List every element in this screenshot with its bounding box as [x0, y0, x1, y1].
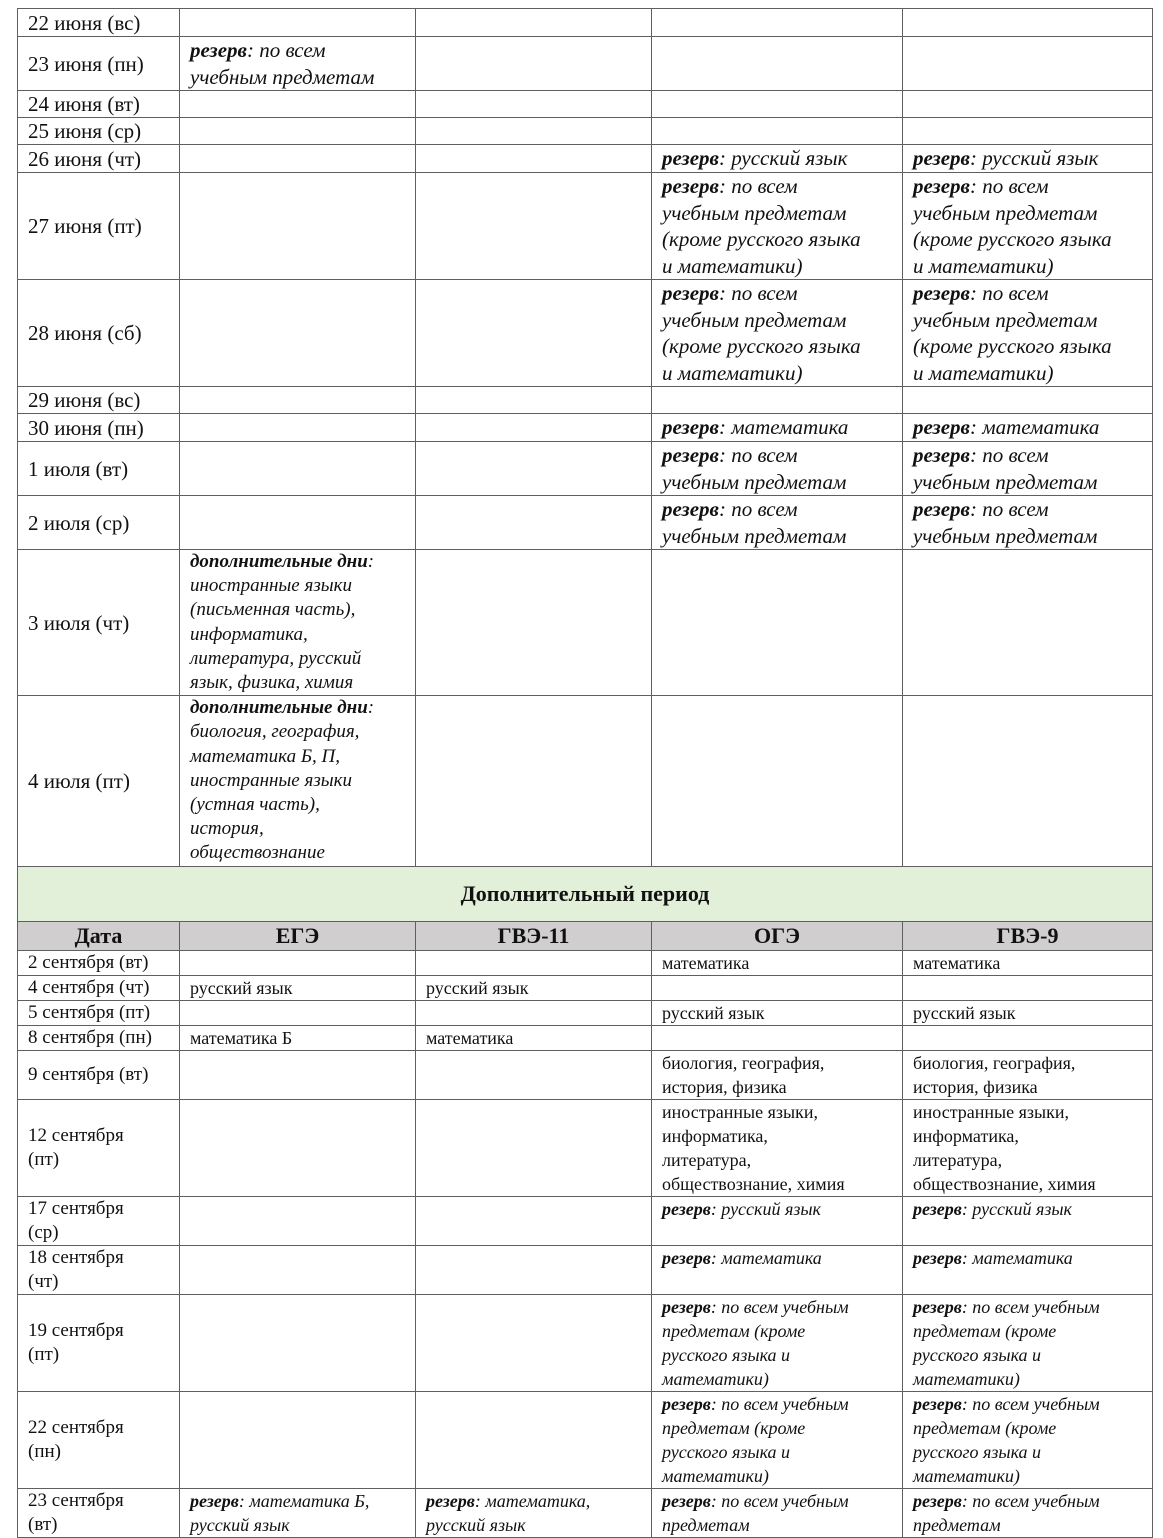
cell-text: : по всем учебным предметам — [662, 443, 847, 494]
exam-schedule-table — [17, 8, 1153, 1538]
cell-text: математика Б — [190, 1027, 293, 1048]
date-cell: 22 июня (вс) — [18, 9, 180, 37]
gve11-cell — [416, 550, 652, 696]
cell-text: : по всем учебным предметам (кроме русского языка и математики) — [662, 281, 861, 385]
cell-label-bold: резерв — [913, 1490, 962, 1511]
cell-text: : по всем учебным предметам (кроме русского языка и математики) — [662, 174, 861, 278]
gve11-cell — [416, 173, 652, 280]
oge-cell — [652, 9, 903, 37]
oge-cell — [652, 387, 903, 414]
ege-cell — [180, 414, 416, 442]
section-header — [18, 866, 1153, 921]
table-row — [18, 387, 1153, 414]
header-gve11: ГВЭ-11 — [416, 921, 652, 950]
cell-text: : математика — [710, 1247, 822, 1268]
gve9-cell — [903, 37, 1153, 91]
gve11-cell — [416, 1488, 652, 1537]
cell-label-bold: резерв — [913, 174, 970, 198]
cell-text: биология, география, история, физика — [662, 1052, 825, 1097]
ege-cell — [180, 145, 416, 173]
cell-label-bold: резерв — [913, 1296, 962, 1317]
cell-text: русский язык — [190, 977, 293, 998]
ege-cell — [180, 550, 416, 696]
cell-text: : иностранные языки (письменная часть), информатика, литература, русский язык, физика, химия — [190, 551, 375, 694]
ege-cell — [180, 387, 416, 414]
gve9-cell — [903, 280, 1153, 387]
header-gve9: ГВЭ-9 — [903, 921, 1153, 950]
gve11-cell — [416, 91, 652, 118]
gve9-cell — [903, 496, 1153, 550]
cell-label-bold: резерв — [190, 38, 247, 62]
cell-label-bold: резерв — [662, 1296, 711, 1317]
date-cell: 27 июня (пт) — [18, 173, 180, 280]
header-ege: ЕГЭ — [180, 921, 416, 950]
gve11-cell — [416, 975, 652, 1000]
oge-cell — [652, 37, 903, 91]
gve9-cell — [903, 1050, 1153, 1099]
cell-label-bold: резерв — [190, 1490, 239, 1511]
table-row — [18, 280, 1153, 387]
table-row — [18, 975, 1153, 1000]
oge-cell — [652, 1099, 903, 1196]
table-row — [18, 145, 1153, 173]
cell-label-bold: резерв — [662, 415, 719, 439]
gve9-cell — [903, 975, 1153, 1000]
date-cell: 1 июля (вт) — [18, 442, 180, 496]
gve11-cell — [416, 1099, 652, 1196]
oge-cell — [652, 1294, 903, 1391]
gve11-cell — [416, 496, 652, 550]
cell-label-bold: резерв — [913, 1198, 962, 1219]
date-cell: 17 сентября (ср) — [18, 1196, 180, 1245]
oge-cell — [652, 280, 903, 387]
oge-cell — [652, 1391, 903, 1488]
gve9-cell — [903, 145, 1153, 173]
gve11-cell — [416, 1050, 652, 1099]
header-oge: ОГЭ — [652, 921, 903, 950]
gve11-cell — [416, 442, 652, 496]
ege-cell — [180, 1294, 416, 1391]
cell-text: : математика — [969, 415, 1100, 439]
date-cell: 19 сентября (пт) — [18, 1294, 180, 1391]
cell-label-bold: дополнительные дни — [190, 551, 368, 572]
ege-cell — [180, 173, 416, 280]
table-row — [18, 118, 1153, 145]
date-cell: 4 сентября (чт) — [18, 975, 180, 1000]
cell-text: биология, география, история, физика — [913, 1052, 1076, 1097]
gve9-cell — [903, 9, 1153, 37]
cell-label-bold: резерв — [662, 1247, 711, 1268]
oge-cell — [652, 1196, 903, 1245]
cell-label-bold: резерв — [913, 281, 970, 305]
gve11-cell — [416, 1196, 652, 1245]
schedule-page — [17, 8, 1153, 1538]
gve11-cell — [416, 1025, 652, 1050]
ege-cell — [180, 9, 416, 37]
cell-text: : русский язык — [710, 1198, 821, 1219]
cell-text: : по всем учебным предметам — [913, 443, 1098, 494]
cell-label-bold: резерв — [662, 443, 719, 467]
date-cell: 22 сентября (пн) — [18, 1391, 180, 1488]
table-row — [18, 1196, 1153, 1245]
cell-text: : по всем учебным предметам — [662, 497, 847, 548]
date-cell: 8 сентября (пн) — [18, 1025, 180, 1050]
gve11-cell — [416, 387, 652, 414]
cell-text: : по всем учебным предметам (кроме русского языка и математики) — [662, 1393, 849, 1486]
oge-cell — [652, 118, 903, 145]
gve9-cell — [903, 1391, 1153, 1488]
ege-cell — [180, 1050, 416, 1099]
cell-label-bold: резерв — [913, 497, 970, 521]
table-row — [18, 1099, 1153, 1196]
ege-cell — [180, 91, 416, 118]
cell-text: русский язык — [913, 1002, 1016, 1023]
table-row — [18, 696, 1153, 866]
cell-text: : биология, география, математика Б, П, иностранные языки (устная часть), история, обществознание — [190, 697, 375, 864]
table-row — [18, 1000, 1153, 1025]
table-row — [18, 550, 1153, 696]
ege-cell — [180, 280, 416, 387]
date-cell: 29 июня (вс) — [18, 387, 180, 414]
section-title: Дополнительный период — [18, 866, 1153, 921]
table-row — [18, 1488, 1153, 1537]
gve9-cell — [903, 91, 1153, 118]
table-row — [18, 91, 1153, 118]
date-cell: 9 сентября (вт) — [18, 1050, 180, 1099]
cell-label-bold: резерв — [913, 443, 970, 467]
additional-period-body — [18, 950, 1153, 1537]
table-row — [18, 1391, 1153, 1488]
gve11-cell — [416, 1294, 652, 1391]
ege-cell — [180, 1196, 416, 1245]
date-cell: 12 сентября (пт) — [18, 1099, 180, 1196]
date-cell: 23 июня (пн) — [18, 37, 180, 91]
ege-cell — [180, 696, 416, 866]
gve9-cell — [903, 1196, 1153, 1245]
cell-label-bold: резерв — [662, 146, 719, 170]
table-row — [18, 950, 1153, 975]
ege-cell — [180, 442, 416, 496]
cell-text: : по всем учебным предметам (кроме русского языка и математики) — [913, 281, 1112, 385]
ege-cell — [180, 1025, 416, 1050]
date-cell: 18 сентября (чт) — [18, 1245, 180, 1294]
gve9-cell — [903, 1025, 1153, 1050]
oge-cell — [652, 145, 903, 173]
oge-cell — [652, 975, 903, 1000]
cell-text: математика — [426, 1027, 514, 1048]
date-cell: 2 июля (ср) — [18, 496, 180, 550]
date-cell: 24 июня (вт) — [18, 91, 180, 118]
oge-cell — [652, 173, 903, 280]
cell-text: : по всем учебным предметам (кроме русского языка и математики) — [913, 1296, 1100, 1389]
ege-cell — [180, 1000, 416, 1025]
cell-text: : по всем учебным предметам — [913, 497, 1098, 548]
table-row — [18, 1050, 1153, 1099]
gve11-cell — [416, 280, 652, 387]
cell-text: : русский язык — [969, 146, 1099, 170]
ege-cell — [180, 950, 416, 975]
date-cell: 28 июня (сб) — [18, 280, 180, 387]
date-cell: 26 июня (чт) — [18, 145, 180, 173]
cell-label-bold: дополнительные дни — [190, 697, 368, 719]
gve9-cell — [903, 414, 1153, 442]
oge-cell — [652, 496, 903, 550]
date-cell: 30 июня (пн) — [18, 414, 180, 442]
oge-cell — [652, 1488, 903, 1537]
header-date: Дата — [18, 921, 180, 950]
ege-cell — [180, 496, 416, 550]
gve9-cell — [903, 1000, 1153, 1025]
table-row — [18, 1245, 1153, 1294]
cell-label-bold: резерв — [662, 1198, 711, 1219]
cell-label-bold: резерв — [662, 497, 719, 521]
ege-cell — [180, 1488, 416, 1537]
cell-label-bold: резерв — [662, 174, 719, 198]
cell-label-bold: резерв — [662, 281, 719, 305]
oge-cell — [652, 550, 903, 696]
cell-text: : по всем учебным предметам (кроме русского языка и математики) — [913, 174, 1112, 278]
gve9-cell — [903, 173, 1153, 280]
table-row — [18, 9, 1153, 37]
cell-text: : математика Б, русский язык — [190, 1490, 370, 1535]
main-period-body — [18, 9, 1153, 867]
gve9-cell — [903, 950, 1153, 975]
oge-cell — [652, 1050, 903, 1099]
oge-cell — [652, 442, 903, 496]
table-row — [18, 173, 1153, 280]
gve9-cell — [903, 442, 1153, 496]
ege-cell — [180, 37, 416, 91]
date-cell: 2 сентября (вт) — [18, 950, 180, 975]
cell-text: математика — [913, 952, 1001, 973]
gve9-cell — [903, 696, 1153, 866]
gve11-cell — [416, 414, 652, 442]
gve9-cell — [903, 118, 1153, 145]
oge-cell — [652, 696, 903, 866]
gve11-cell — [416, 1245, 652, 1294]
cell-label-bold: резерв — [426, 1490, 475, 1511]
gve9-cell — [903, 1245, 1153, 1294]
gve11-cell — [416, 9, 652, 37]
table-row — [18, 442, 1153, 496]
cell-text: русский язык — [662, 1002, 765, 1023]
cell-text: : математика, русский язык — [426, 1490, 591, 1535]
date-cell: 25 июня (ср) — [18, 118, 180, 145]
ege-cell — [180, 1099, 416, 1196]
gve11-cell — [416, 950, 652, 975]
oge-cell — [652, 950, 903, 975]
ege-cell — [180, 1245, 416, 1294]
cell-text: : по всем учебным предметам (кроме русского языка и математики) — [662, 1296, 849, 1389]
cell-text: математика — [662, 952, 750, 973]
oge-cell — [652, 91, 903, 118]
cell-label-bold: резерв — [913, 146, 970, 170]
oge-cell — [652, 1000, 903, 1025]
table-row — [18, 1025, 1153, 1050]
gve11-cell — [416, 145, 652, 173]
gve9-cell — [903, 550, 1153, 696]
gve11-cell — [416, 1000, 652, 1025]
table-row — [18, 37, 1153, 91]
cell-text: : по всем учебным предметам (кроме русского языка и математики) — [913, 1393, 1100, 1486]
cell-label-bold: резерв — [662, 1393, 711, 1414]
cell-text: : по всем учебным предметам — [190, 38, 375, 89]
cell-text: : математика — [718, 415, 849, 439]
cell-text: : русский язык — [718, 146, 848, 170]
cell-text: : по всем учебным предметам — [662, 1490, 849, 1535]
date-cell: 23 сентября (вт) — [18, 1488, 180, 1537]
cell-label-bold: резерв — [913, 1393, 962, 1414]
ege-cell — [180, 1391, 416, 1488]
cell-text: : математика — [961, 1247, 1073, 1268]
cell-label-bold: резерв — [913, 1247, 962, 1268]
date-cell: 5 сентября (пт) — [18, 1000, 180, 1025]
date-cell: 3 июля (чт) — [18, 550, 180, 696]
gve11-cell — [416, 37, 652, 91]
cell-text: : русский язык — [961, 1198, 1072, 1219]
cell-text: иностранные языки, информатика, литература, обществознание, химия — [662, 1101, 845, 1194]
gve11-cell — [416, 696, 652, 866]
gve11-cell — [416, 118, 652, 145]
gve9-cell — [903, 1488, 1153, 1537]
cell-text: иностранные языки, информатика, литература, обществознание, химия — [913, 1101, 1096, 1194]
cell-label-bold: резерв — [913, 415, 970, 439]
cell-label-bold: резерв — [662, 1490, 711, 1511]
oge-cell — [652, 414, 903, 442]
ege-cell — [180, 975, 416, 1000]
gve9-cell — [903, 387, 1153, 414]
table-row — [18, 414, 1153, 442]
gve9-cell — [903, 1294, 1153, 1391]
gve11-cell — [416, 1391, 652, 1488]
cell-text: русский язык — [426, 977, 529, 998]
ege-cell — [180, 118, 416, 145]
gve9-cell — [903, 1099, 1153, 1196]
date-cell: 4 июля (пт) — [18, 696, 180, 866]
oge-cell — [652, 1025, 903, 1050]
cell-text: : по всем учебным предметам — [913, 1490, 1100, 1535]
table-row — [18, 496, 1153, 550]
oge-cell — [652, 1245, 903, 1294]
column-headers — [18, 921, 1153, 950]
table-row — [18, 1294, 1153, 1391]
